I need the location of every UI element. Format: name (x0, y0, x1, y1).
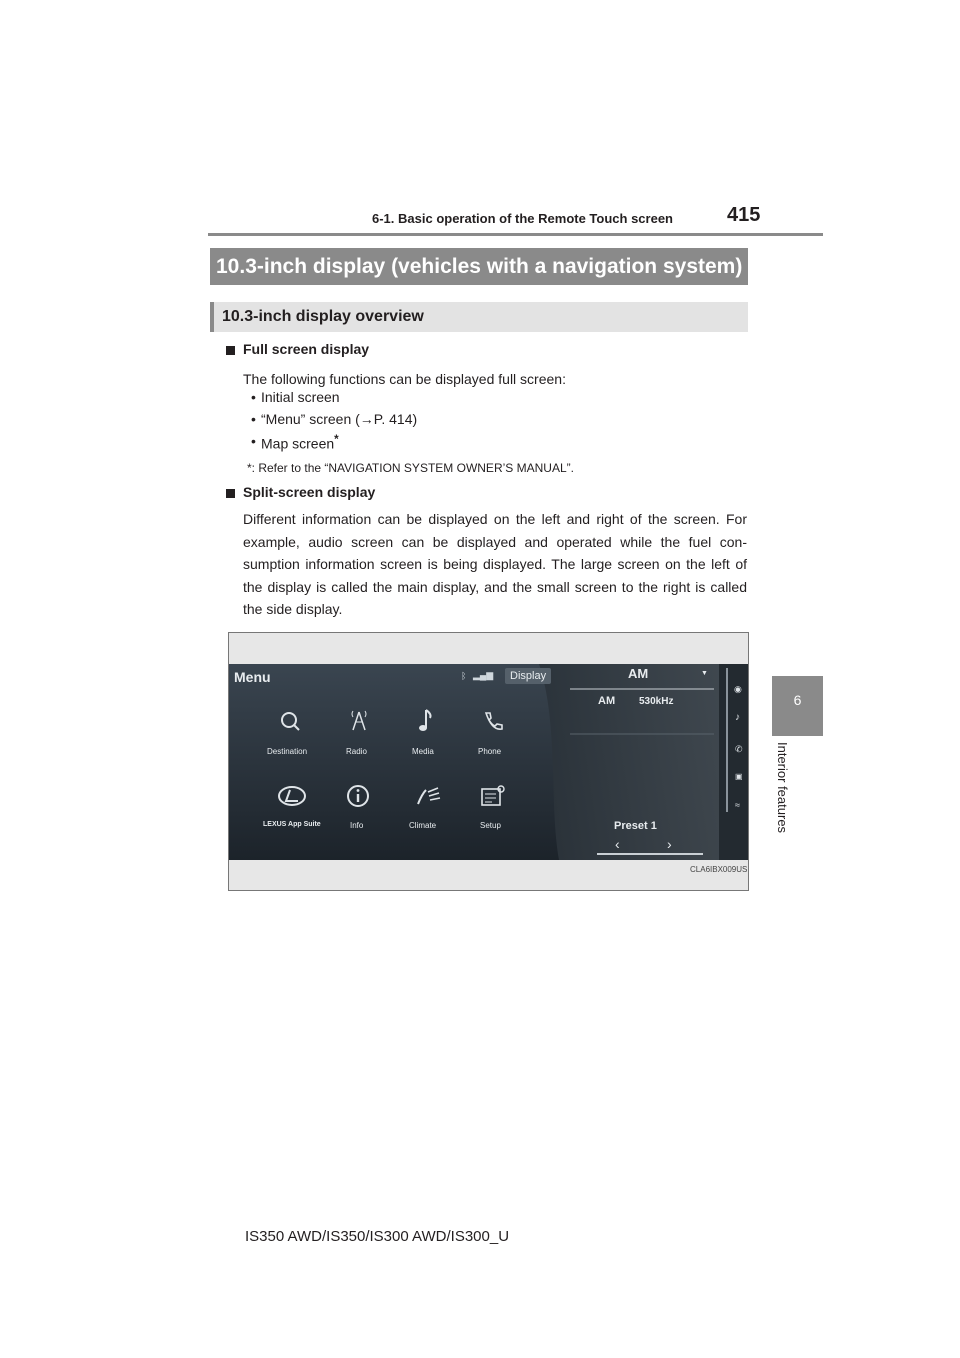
full-screen-heading: Full screen display (243, 341, 370, 357)
asterisk-mark: * (334, 433, 339, 446)
split-screen-body: Different information can be displayed on the left and right of the screen. For example, audio screen can be displayed and operated while the fuel con-sumption information screen is being displayed. The large screen on the left of the display is called the main display, and the small screen to the right is called the side display. (243, 511, 747, 617)
header-divider (208, 233, 823, 236)
section-title: 10.3-inch display (vehicles with a navigation system) (210, 248, 748, 285)
signal-icon: ▂▄▆ (473, 670, 494, 680)
navigation-icon[interactable]: ◉ (734, 684, 742, 694)
app-label: Info (350, 821, 364, 830)
map-screen-label: Map screen (261, 435, 335, 452)
full-screen-intro: The following functions can be displayed full screen: (243, 371, 566, 387)
media-icon[interactable] (416, 708, 436, 734)
app-label: Setup (480, 821, 501, 830)
destination-icon[interactable] (279, 710, 301, 732)
bullet-dot: • (251, 411, 256, 427)
preset-label: Preset 1 (614, 820, 657, 832)
display-background (229, 664, 748, 860)
heading-square-icon (226, 489, 235, 498)
footnote: *: Refer to the “NAVIGATION SYSTEM OWNER’S MANUAL”. (247, 461, 574, 475)
subsection-title: 10.3-inch display overview (210, 302, 748, 332)
app-label: Destination (267, 747, 308, 756)
phone-side-icon[interactable]: ✆ (735, 744, 743, 754)
bullet-dot: • (251, 389, 256, 405)
list-item (261, 433, 339, 452)
radio-icon[interactable] (348, 708, 370, 732)
model-footer: IS350 AWD/IS350/IS300 AWD/IS300_U (245, 1228, 510, 1245)
app-label: Phone (478, 747, 502, 756)
menu-title: Menu (234, 669, 271, 685)
running-header: 6-1. Basic operation of the Remote Touch screen (372, 211, 673, 226)
display-screenshot (229, 664, 748, 860)
page-number: 415 (727, 204, 761, 226)
bluetooth-icon: ᛒ (461, 671, 467, 681)
split-screen-heading: Split-screen display (243, 484, 376, 500)
display-button[interactable]: Display (510, 670, 547, 682)
side-frequency: 530kHz (639, 696, 674, 707)
chapter-number: 6 (793, 692, 802, 708)
lexus-logo-icon[interactable] (277, 784, 307, 808)
app-label: Media (412, 747, 434, 756)
app-label: LEXUS App Suite (263, 821, 321, 828)
heading-square-icon (226, 346, 235, 355)
chapter-label: Interior features (775, 742, 790, 834)
side-band: AM (598, 695, 616, 707)
audio-icon[interactable]: ♪ (735, 712, 740, 723)
setup-icon[interactable] (480, 784, 506, 808)
app-label: Radio (346, 747, 367, 756)
image-icon[interactable]: ▣ (735, 772, 743, 781)
side-source-title[interactable]: AM (628, 666, 649, 681)
prev-button[interactable]: ‹ (615, 836, 620, 852)
list-item: Initial screen (261, 389, 340, 405)
figure-code: CLA6IBX009US (690, 865, 748, 874)
phone-icon[interactable] (482, 710, 504, 732)
list-item: “Menu” screen (→P. 414) (261, 411, 418, 427)
climate-side-icon[interactable]: ≈ (735, 800, 740, 810)
next-button[interactable]: › (667, 836, 672, 852)
info-icon[interactable] (346, 784, 370, 808)
bullet-dot: • (251, 433, 256, 449)
dropdown-arrow-icon[interactable]: ▼ (701, 670, 708, 677)
app-label: Climate (409, 821, 437, 830)
climate-icon[interactable] (414, 784, 442, 808)
